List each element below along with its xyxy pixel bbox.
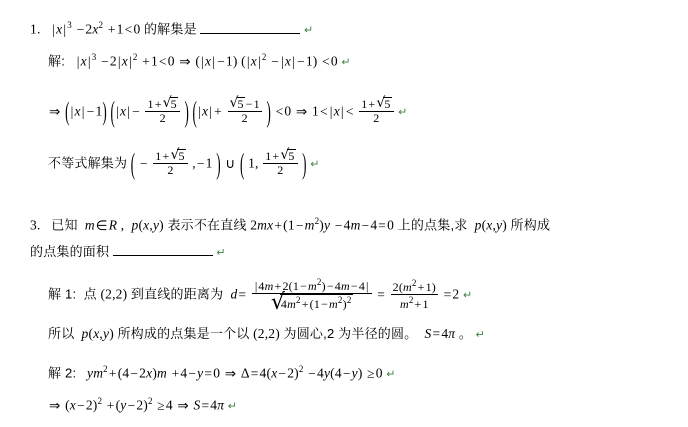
- paragraph-mark: ↵: [475, 329, 486, 341]
- problem1-statement: 1. $|x|^3 -2x^2 +1<0$ 的解集是 ↵: [30, 20, 314, 37]
- problem1-statement-tail: 的解集是: [143, 21, 197, 37]
- problem1-solution-line1: 解: $|x|^3 -2|x|^2 +1<0$ ⇒ (|x| −1) $(|x|^2 - |x| -1) <0$ ↵: [48, 52, 351, 69]
- fraction-distance-formula: $|4m+2(1-m^2)-4m-4|$ √ $4m^2+(1-m^2)^2$: [252, 277, 372, 312]
- paragraph-mark: ↵: [216, 247, 226, 259]
- problem3-known-label: 已知: [51, 217, 78, 233]
- solution1-label: 解 1:: [48, 286, 77, 302]
- point-coords: (2,2): [100, 286, 128, 302]
- paragraph-mark: ↵: [303, 24, 314, 37]
- fraction-1-plus-sqrt5-over-2: $\frac{1+ √ 5}{2}$: [145, 97, 179, 126]
- fraction-simplified: $\frac{2(m^2+1)}{m^2+1}$: [392, 277, 436, 311]
- fraction-1-plus-sqrt5-over-2: $\frac{1+ √ 5}{2}$: [263, 149, 297, 178]
- problem3-statement-line1: 3. 已知 m∈R , p(x,y) 表示不在直线 $2mx+(1-m^2)y -4m-4=0$ 上的点集,求 p(x,y) 所构成: [30, 216, 551, 233]
- answer-blank-3[interactable]: [113, 255, 213, 256]
- fraction-sqrt5-minus-1-over-2: √ $\frac{5 -1}{2}$: [228, 97, 262, 126]
- answer-blank-1[interactable]: [200, 33, 300, 34]
- solution2-label: 解 2:: [48, 365, 77, 381]
- problem1-solution-set: 不等式解集为 ( − $\frac{1+ √ 5}{2}$ ,−1 ) ∪ ( 1, $\frac{1+ √ 5}{2}$ ) ↵: [48, 150, 320, 179]
- fraction-1-plus-sqrt5-over-2: $\frac{1+ √ 5}{2}$: [153, 149, 187, 178]
- paragraph-mark: ↵: [310, 158, 320, 171]
- solution-set-label: 不等式解集为: [48, 155, 128, 171]
- paragraph-mark: ↵: [462, 289, 473, 302]
- problem3-number: 3.: [30, 217, 41, 233]
- fraction-1-plus-sqrt5-over-2: $\frac{1+ √ 5}{2}$: [359, 97, 393, 126]
- problem3-solution2-line1: 解 2: $ym^2+(4-2x)m +4-y=0$ ⇒ $\Delta=4(x-2)^2 -4y(4-y) \ge 0$ ↵: [48, 364, 396, 381]
- problem1-solution-line2: ⇒ (|x| −1) (|x| − $\frac{1+ √ 5}{2}$ ) (|x| + √ $\frac{5 -1}{2}$ ) <0 ⇒ 1< |x| < $\frac{1+ √ 5}{2}$ ↵: [48, 98, 408, 127]
- paragraph-mark: ↵: [386, 368, 396, 381]
- solution-label: 解:: [48, 53, 66, 69]
- problem3-solution1-line1: 解 1: 点 (2,2) 到直线的距离为 d= $|4m+2(1-m^2)-4m-4|$ √ $4m^2+(1-m^2)^2$ = $\frac{2(m^2+1)}{m^2+1}$ =2 ↵: [48, 278, 472, 313]
- problem1-number: 1.: [30, 21, 41, 37]
- paragraph-mark: ↵: [398, 106, 408, 119]
- problem3-statement-line2: [30, 244, 226, 260]
- paragraph-mark: ↵: [341, 56, 351, 69]
- problem3-solution2-line2: ⇒ $(x-2)^2 +(y-2)^2 \ge 4$ ⇒ S=4π ↵: [49, 396, 238, 413]
- problem3-solution1-line2: 所以 p(x,y) 所构成的点集是一个以 (2,2) 为圆心,2 为半径的圆。 S=4π 。 ↵: [48, 326, 486, 341]
- problem3-area-label: 的点集的面积: [30, 244, 110, 259]
- paragraph-mark: ↵: [227, 400, 238, 413]
